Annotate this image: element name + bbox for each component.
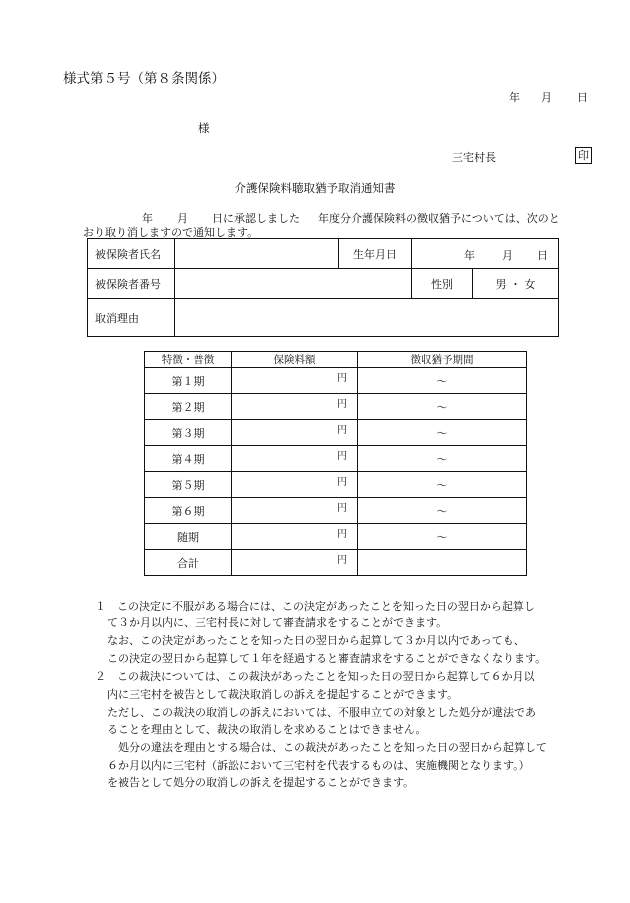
premium-amount-cell[interactable] — [232, 368, 358, 394]
yen-unit: 円 — [337, 451, 347, 462]
birth-date-label: 生年月日 — [339, 239, 412, 269]
insured-name-field[interactable] — [175, 239, 339, 269]
table-row — [145, 472, 527, 498]
header-collection-type: 特徴・普徴 — [145, 352, 232, 368]
date-month: 月 — [541, 91, 552, 104]
note-1-line-1: １ この決定に不服がある場合には、この決定があったことを知った日の翌日から起算し — [95, 600, 535, 613]
intro-fiscal-year: 年度分介護保険料の徴収猶予については、次のと — [318, 212, 560, 225]
note-1-line-4: この決定の翌日から起算して１年を経過すると審査請求をすることができなくなります。 — [107, 652, 547, 665]
issuer-name: 三宅村長 — [452, 151, 496, 164]
yen-unit: 円 — [337, 373, 347, 384]
birth-month-label: 月 — [502, 249, 513, 262]
birth-day-label: 日 — [537, 249, 548, 262]
total-amount-cell[interactable] — [232, 550, 358, 576]
table-row — [145, 394, 527, 420]
period-label: 第４期 — [145, 446, 232, 472]
document-title: 介護保険料聴取猶予取消通知書 — [234, 181, 396, 195]
note-2-line-7: を被告として処分の取消しの訴えを提起することができます。 — [107, 776, 415, 789]
addressee-suffix: 様 — [198, 121, 210, 135]
note-2-line-4: ることを理由として、裁決の取消しを求めることはできません。 — [107, 723, 427, 736]
header-deferral-period: 徴収猶予期間 — [358, 352, 527, 368]
yen-unit: 円 — [337, 477, 347, 488]
table-row — [145, 446, 527, 472]
form-number: 様式第５号（第８条関係） — [63, 71, 225, 87]
note-1-line-3: なお、この決定があったことを知った日の翌日から起算して３か月以内であっても、 — [107, 634, 525, 647]
cancel-reason-field[interactable] — [175, 299, 559, 337]
deferral-period-cell[interactable]: 〜 — [358, 498, 527, 524]
premium-amount-cell[interactable] — [232, 524, 358, 550]
table-row — [145, 420, 527, 446]
period-label: 第１期 — [145, 368, 232, 394]
date-day: 日 — [577, 91, 588, 104]
deferral-period-cell[interactable]: 〜 — [358, 368, 527, 394]
cancel-reason-label: 取消理由 — [88, 299, 175, 337]
premium-amount-cell[interactable] — [232, 446, 358, 472]
yen-unit: 円 — [337, 425, 347, 436]
intro-month: 月 — [177, 212, 188, 225]
birth-year-label: 年 — [464, 249, 475, 262]
premium-amount-cell[interactable] — [232, 498, 358, 524]
period-label: 第３期 — [145, 420, 232, 446]
period-label-total: 合計 — [145, 550, 232, 576]
deferral-period-cell[interactable]: 〜 — [358, 472, 527, 498]
yen-unit: 円 — [337, 555, 347, 566]
period-label: 随期 — [145, 524, 232, 550]
period-label: 第５期 — [145, 472, 232, 498]
date-year: 年 — [509, 91, 520, 104]
intro-line-2: おり取り消しますので通知します。 — [83, 226, 259, 239]
note-2-line-6: ６か月以内に三宅村（訴訟において三宅村を代表するものは、実施機関となります。） — [107, 759, 530, 772]
sex-label: 性別 — [412, 269, 473, 299]
note-1-line-2: て３か月以内に、三宅村長に対して審査請求をすることができます。 — [107, 616, 448, 629]
premium-amount-cell[interactable] — [232, 472, 358, 498]
table-row — [145, 524, 527, 550]
note-2-line-2: 内に三宅村を被告として裁決取消しの訴えを提起することができます。 — [107, 688, 459, 701]
seal-mark: 印 — [575, 147, 592, 164]
total-period-cell[interactable] — [358, 550, 527, 576]
period-label: 第２期 — [145, 394, 232, 420]
yen-unit: 円 — [337, 399, 347, 410]
note-2-line-1: ２ この裁決については、この裁決があったことを知った日の翌日から起算して６か月以 — [95, 670, 535, 683]
table-row — [145, 550, 527, 576]
sex-options[interactable]: 男 ・ 女 — [473, 269, 559, 299]
deferral-period-cell[interactable]: 〜 — [358, 394, 527, 420]
deferral-period-cell[interactable]: 〜 — [358, 420, 527, 446]
table-row — [145, 368, 527, 394]
birth-date-field[interactable] — [412, 239, 559, 269]
intro-approved: 日に承認しました — [212, 212, 300, 225]
premium-amount-cell[interactable] — [232, 420, 358, 446]
insured-info-table — [87, 238, 559, 337]
intro-year: 年 — [142, 212, 153, 225]
insured-number-field[interactable] — [175, 269, 412, 299]
yen-unit: 円 — [337, 503, 347, 514]
deferral-period-table — [144, 351, 527, 576]
premium-amount-cell[interactable] — [232, 394, 358, 420]
yen-unit: 円 — [337, 529, 347, 540]
insured-name-label: 被保険者氏名 — [88, 239, 175, 269]
table-row — [145, 498, 527, 524]
note-2-line-3: ただし、この裁決の取消しの訴えにおいては、不服申立ての対象とした処分が違法であ — [107, 706, 536, 719]
note-2-line-5: 処分の違法を理由とする場合は、この裁決があったことを知った日の翌日から起算して — [118, 741, 547, 754]
insured-number-label: 被保険者番号 — [88, 269, 175, 299]
period-label: 第６期 — [145, 498, 232, 524]
deferral-period-cell[interactable]: 〜 — [358, 524, 527, 550]
header-premium-amount: 保険料額 — [232, 352, 358, 368]
deferral-period-cell[interactable]: 〜 — [358, 446, 527, 472]
